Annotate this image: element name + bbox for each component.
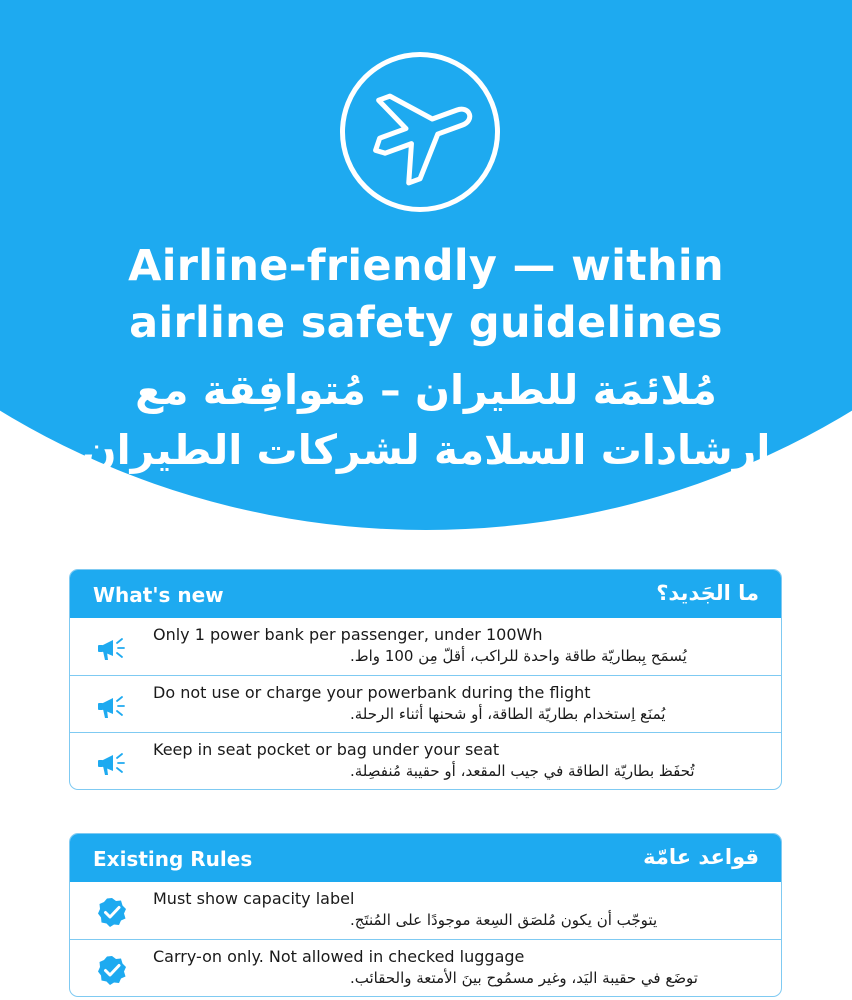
existing-rules-header [70, 834, 781, 882]
list-item [70, 732, 781, 789]
existing-rules-card [69, 833, 782, 997]
item-text-ar: يتوجّب أن يكون مُلصَق السِعة موجودًا على المُنتَج. [350, 911, 658, 929]
list-item [70, 675, 781, 732]
hero-title-english [0, 238, 852, 352]
item-text-ar: يُسمَح بِبطاريّة طاقة واحدة للراكب، أقلّ مِن 100 واط. [350, 647, 687, 665]
megaphone-icon [95, 746, 129, 780]
item-text-en: Carry-on only. Not allowed in checked luggage [153, 947, 525, 966]
item-text-en: Do not use or charge your powerbank during the flight [153, 683, 591, 702]
whats-new-card [69, 569, 782, 790]
megaphone-icon [95, 631, 129, 665]
item-text-ar: توضَع في حقيبة اليَد، وغير مسمُوح بينَ الأمتعة والحقائب. [350, 969, 698, 987]
whats-new-title-ar: ما الجَديد؟ [656, 581, 759, 605]
existing-rules-title-ar: قواعد عامّة [643, 845, 759, 869]
hero-title-en-line-2: airline safety guidelines [129, 298, 723, 348]
item-text-ar: يُمنَع اِستخدام بطاريّة الطاقة، أو شحنها أثناء الرحلة. [350, 705, 666, 723]
check-badge-icon [95, 953, 129, 987]
whats-new-header [70, 570, 781, 618]
existing-rules-title-en: Existing Rules [93, 847, 253, 871]
list-item [70, 939, 781, 996]
item-text-en: Must show capacity label [153, 889, 355, 908]
hero-title-arabic [0, 360, 852, 480]
item-text-en: Only 1 power bank per passenger, under 100Wh [153, 625, 543, 644]
megaphone-icon [95, 689, 129, 723]
list-item [70, 882, 781, 939]
check-badge-icon [95, 895, 129, 929]
airplane-icon [340, 52, 500, 212]
whats-new-title-en: What's new [93, 583, 224, 607]
list-item [70, 618, 781, 675]
hero-title-ar-line-1: مُلائمَة للطيران – مُتوافِقة مع [135, 366, 717, 414]
item-text-ar: تُحفَظ بطاريّة الطاقة في جيب المقعد، أو حقيبة مُنفصِلة. [350, 762, 695, 780]
item-text-en: Keep in seat pocket or bag under your seat [153, 740, 500, 759]
hero-title-ar-line-2: إرشادات السلامة لشركات الطيران [81, 426, 771, 474]
hero-title-en-line-1: Airline-friendly — within [128, 241, 724, 291]
